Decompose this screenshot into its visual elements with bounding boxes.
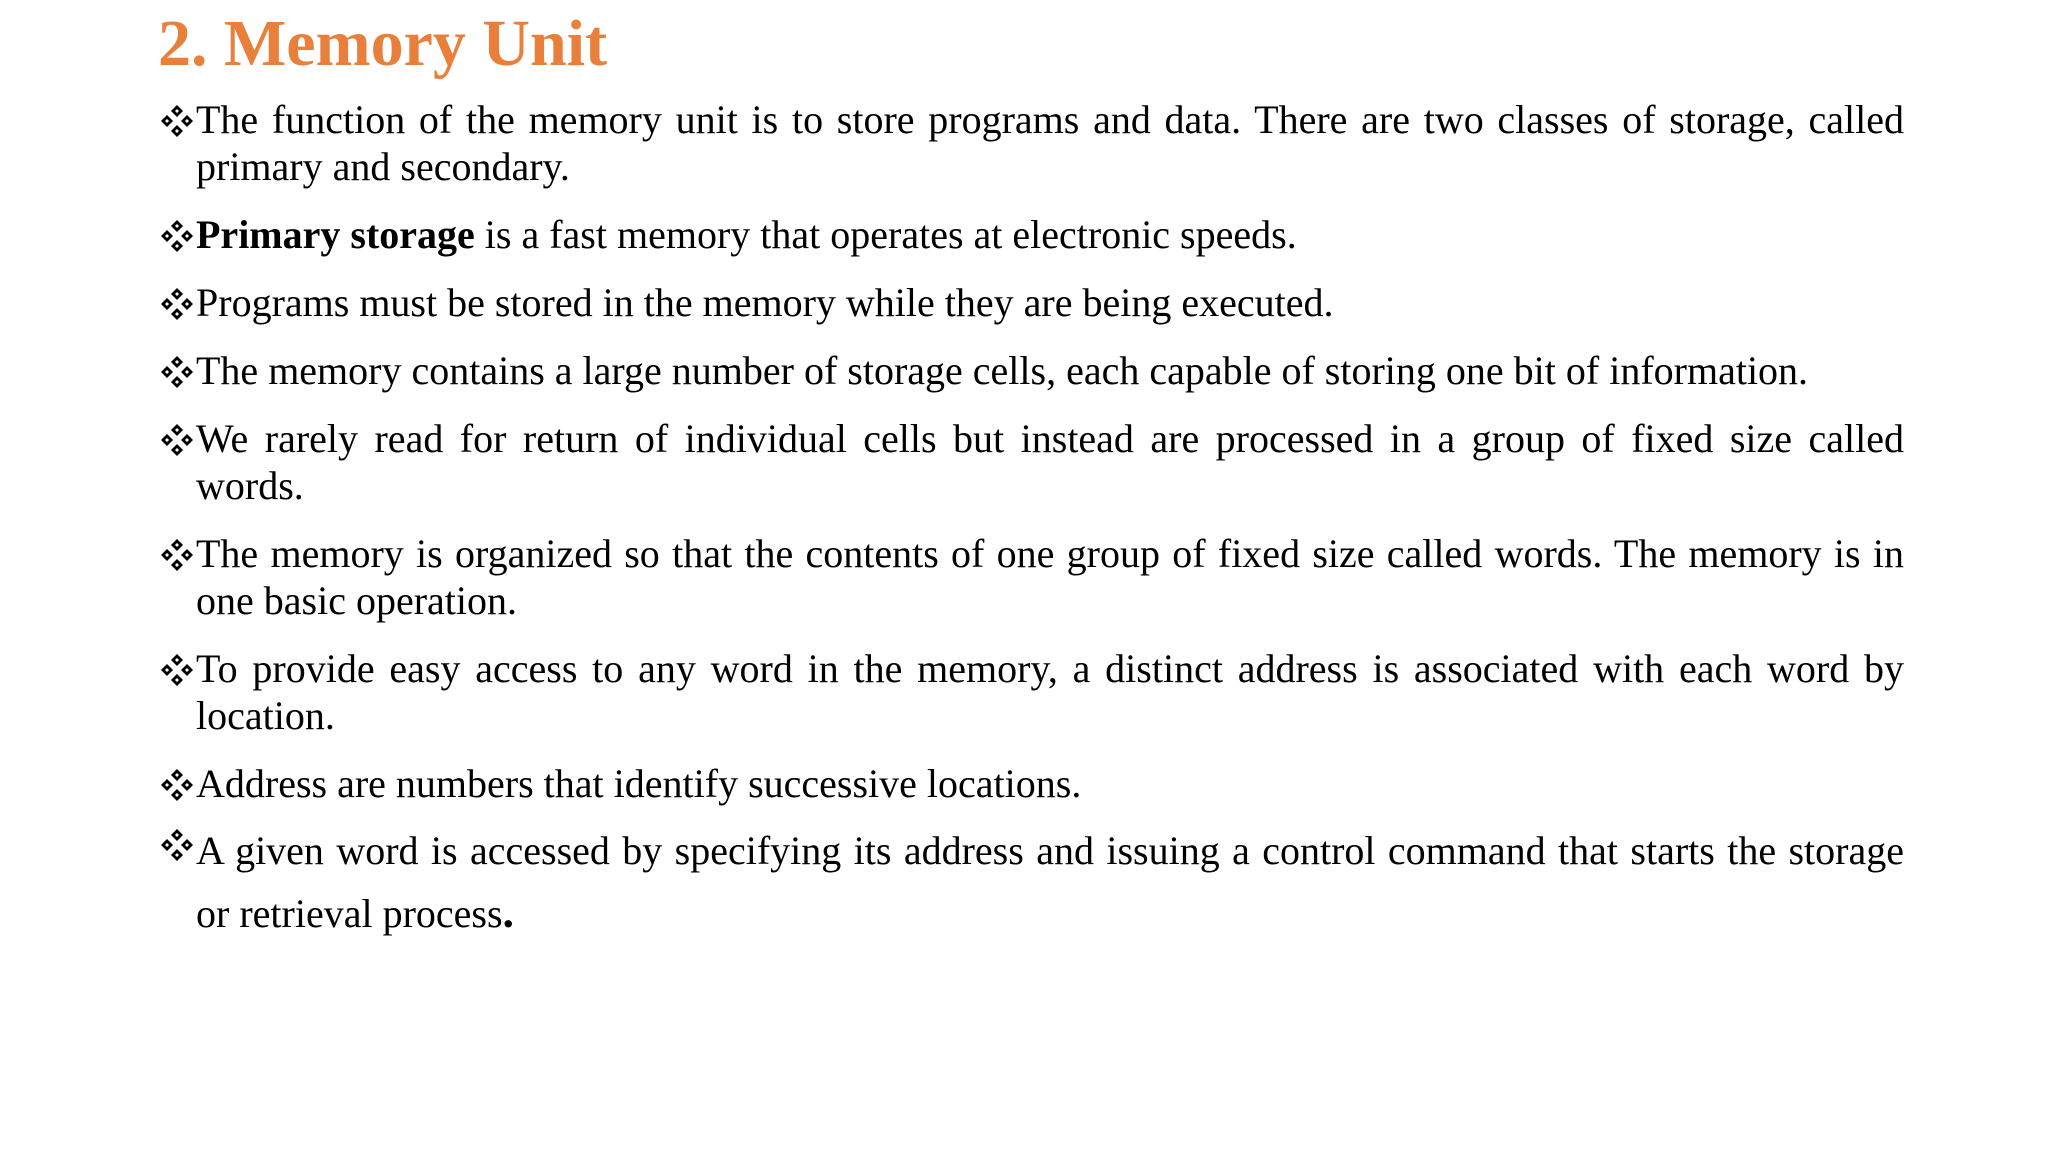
list-item (158, 820, 1904, 944)
four-diamond-bullet-icon (160, 355, 194, 389)
bullet-end-period: . (502, 886, 515, 937)
four-diamond-bullet-icon (160, 828, 194, 862)
list-item (158, 645, 1904, 739)
list-item (158, 279, 1904, 326)
four-diamond-bullet-icon (160, 653, 194, 687)
bullet-text (196, 828, 1904, 936)
bullet-text: The function of the memory unit is to store programs and data. There are two classes of storage, called primary and secondary. (196, 97, 1904, 189)
four-diamond-bullet-icon (160, 538, 194, 572)
bold-term: Primary storage (196, 212, 475, 257)
bullet-text: The memory contains a large number of storage cells, each capable of storing one bit of information. (196, 348, 1809, 393)
bullet-text-main: A given word is accessed by specifying its address and issuing a control command that starts the storage or retrieval process (196, 828, 1904, 936)
bullet-text (196, 212, 1297, 257)
bullet-text: To provide easy access to any word in the memory, a distinct address is associated with each word by location. (196, 646, 1904, 738)
four-diamond-bullet-icon (160, 287, 194, 321)
list-item (158, 96, 1904, 190)
list-item (158, 347, 1904, 394)
four-diamond-bullet-icon (160, 768, 194, 802)
bullet-text-rest: is a fast memory that operates at electronic speeds. (474, 212, 1297, 257)
bullet-text: We rarely read for return of individual cells but instead are processed in a group of fixed size called words. (196, 416, 1904, 508)
slide-title: 2. Memory Unit (158, 7, 608, 80)
list-item (158, 760, 1904, 807)
four-diamond-bullet-icon (160, 423, 194, 457)
bullet-text: Address are numbers that identify successive locations. (196, 761, 1082, 806)
list-item (158, 211, 1904, 258)
bullet-text: The memory is organized so that the contents of one group of fixed size called words. The memory is in one basic operation. (196, 531, 1904, 623)
four-diamond-bullet-icon (160, 219, 194, 253)
bullet-text: Programs must be stored in the memory while they are being executed. (196, 280, 1334, 325)
bullet-list (158, 96, 1904, 965)
list-item (158, 530, 1904, 624)
four-diamond-bullet-icon (160, 104, 194, 138)
list-item (158, 415, 1904, 509)
